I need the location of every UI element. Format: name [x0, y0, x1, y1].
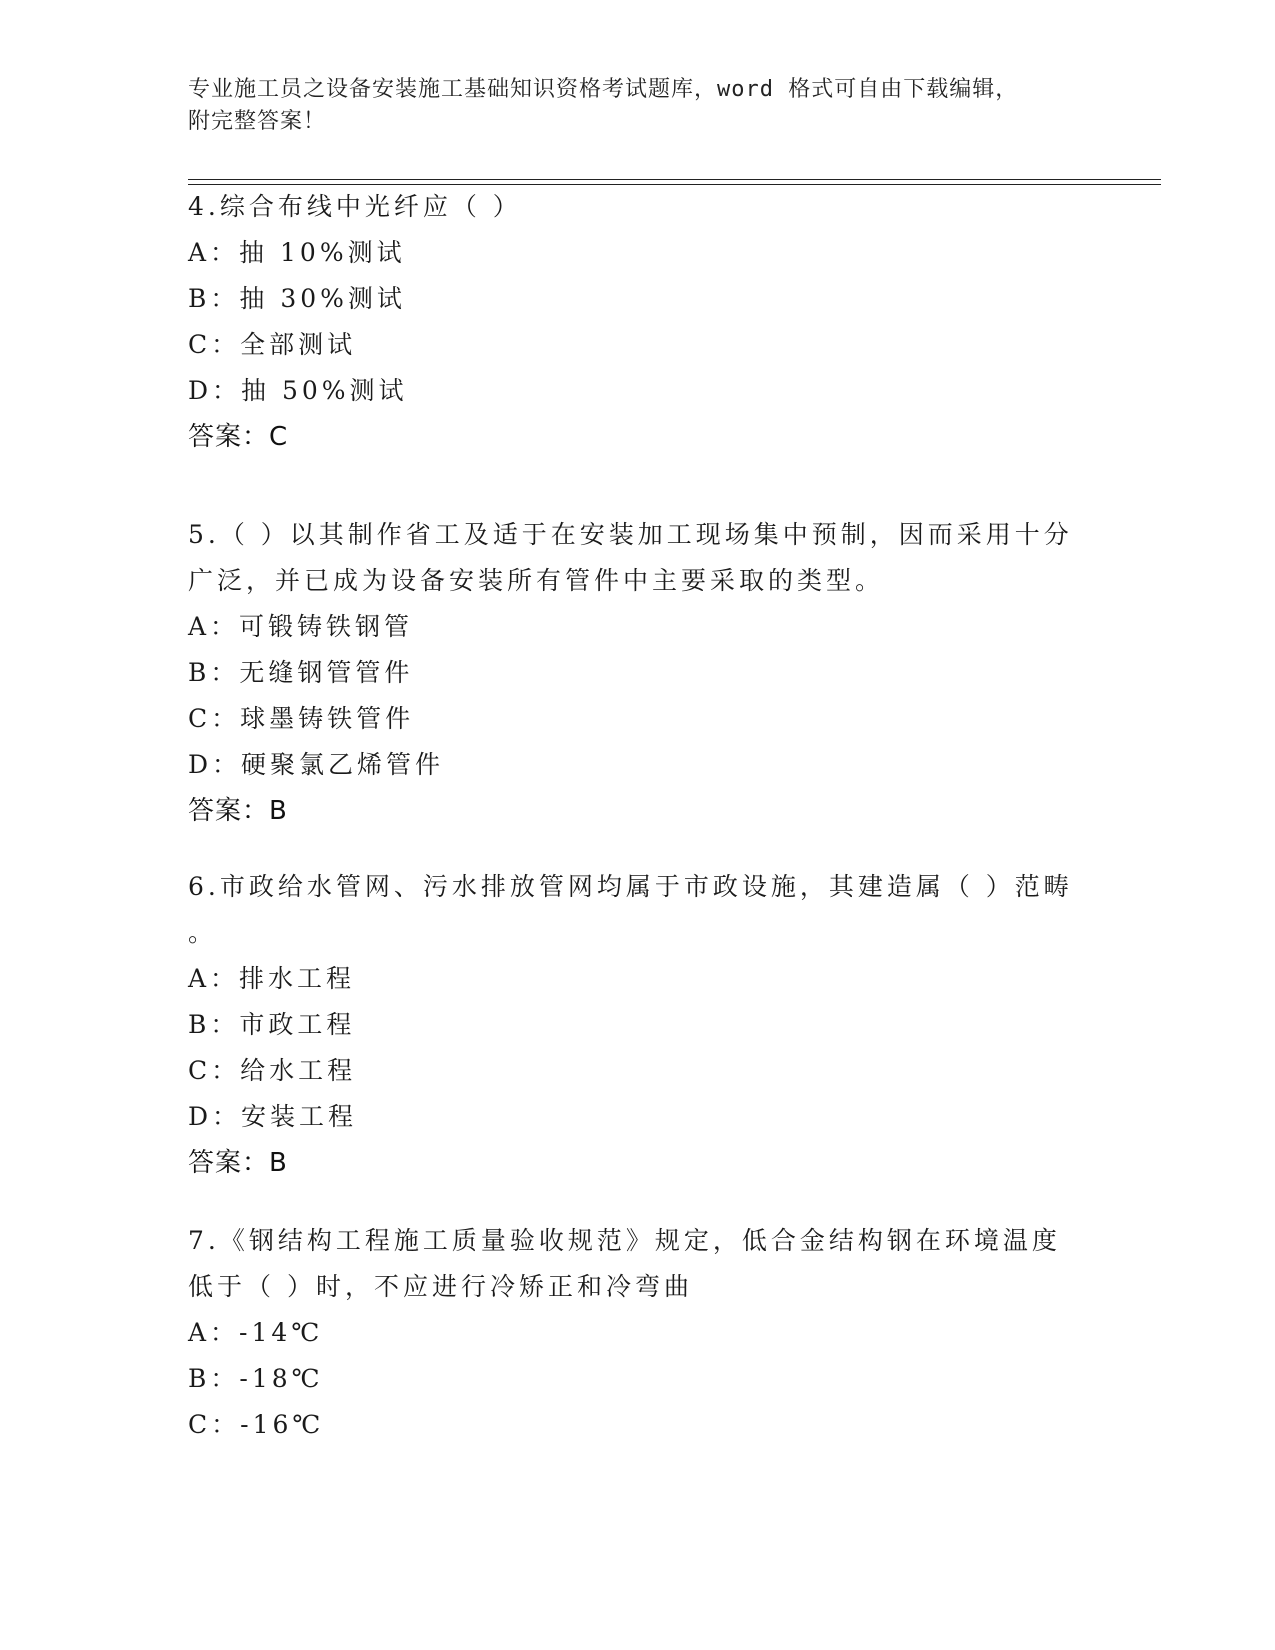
- header-divider-top: [188, 179, 1161, 180]
- answer: 答案：B: [188, 796, 288, 826]
- option-c: C：全部测试: [188, 330, 357, 359]
- header-line-2: 附完整答案！: [188, 109, 327, 134]
- option-c: C：给水工程: [188, 1056, 357, 1085]
- question-stem: 7.《钢结构工程施工质量验收规范》规定，低合金结构钢在环境温度: [188, 1226, 1061, 1255]
- answer: 答案：C: [188, 422, 289, 452]
- option-d: D：安装工程: [188, 1102, 358, 1131]
- option-a: A：抽 10%测试: [188, 238, 406, 267]
- option-a: A：排水工程: [188, 964, 356, 993]
- question-4: [188, 184, 1088, 460]
- option-a: A：可锻铸铁钢管: [188, 612, 414, 641]
- question-stem: 4.综合布线中光纤应（ ）: [188, 192, 522, 221]
- question-stem: 5.（ ）以其制作省工及适于在安装加工现场集中预制，因而采用十分: [188, 520, 1073, 549]
- header-line-1: 专业施工员之设备安装施工基础知识资格考试题库，word 格式可自由下载编辑，: [188, 77, 1019, 102]
- question-5: [188, 512, 1088, 834]
- option-b: B：-18℃: [188, 1364, 324, 1393]
- question-stem-cont: 广泛，并已成为设备安装所有管件中主要采取的类型。: [188, 566, 885, 595]
- question-stem-cont: 低于（ ）时，不应进行冷矫正和冷弯曲: [188, 1272, 693, 1301]
- option-d: D：抽 50%测试: [188, 376, 408, 405]
- option-b: B：抽 30%测试: [188, 284, 406, 313]
- question-6: [188, 864, 1088, 1186]
- option-d: D：硬聚氯乙烯管件: [188, 750, 445, 779]
- question-stem: 6.市政给水管网、污水排放管网均属于市政设施，其建造属（ ）范畴: [188, 872, 1073, 901]
- option-c: C：球墨铸铁管件: [188, 704, 415, 733]
- question-stem-cont: 。: [188, 918, 218, 947]
- question-7: [188, 1218, 1088, 1448]
- option-a: A：-14℃: [188, 1318, 324, 1347]
- option-b: B：无缝钢管管件: [188, 658, 414, 687]
- option-c: C：-16℃: [188, 1410, 325, 1439]
- answer: 答案：B: [188, 1148, 288, 1178]
- option-b: B：市政工程: [188, 1010, 356, 1039]
- document-header: [188, 74, 1088, 138]
